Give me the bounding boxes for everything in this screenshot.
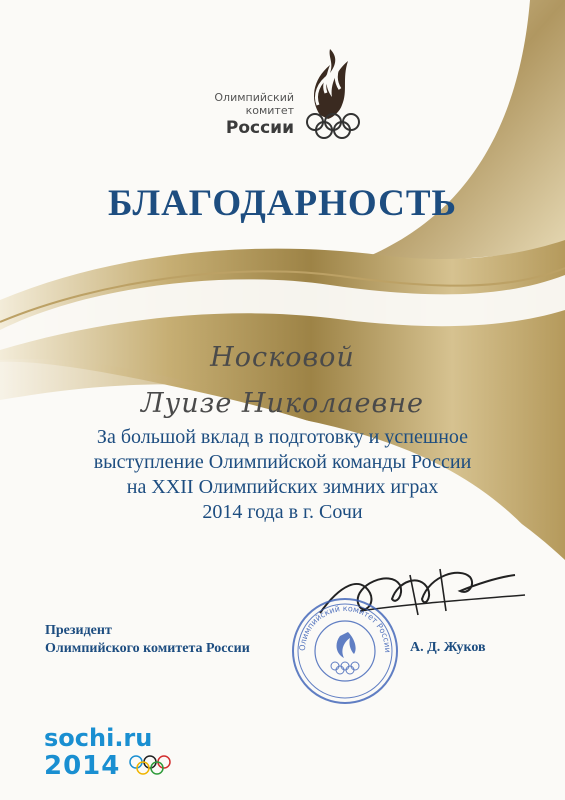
logo-line-3: России	[225, 118, 294, 139]
stamp-text: Олимпийский комитет России	[297, 603, 393, 653]
official-stamp	[290, 596, 400, 706]
citation-line-3: на XXII Олимпийских зимних играх	[126, 476, 439, 498]
sochi-logo-line-2: 2014	[44, 751, 121, 781]
sochi-logo-line-1: sochi.ru	[44, 724, 153, 752]
citation-line-4: 2014 года в г. Сочи	[202, 501, 363, 523]
olympic-committee-logo-text	[198, 92, 294, 139]
signer-position	[45, 622, 250, 658]
signer-position-line-1: Президент	[45, 623, 112, 638]
recipient-surname: Носковой	[210, 342, 355, 373]
signer-name: А. Д. Жуков	[410, 640, 486, 655]
olympic-rings-icon	[305, 112, 361, 140]
sochi-olympic-rings-icon	[130, 756, 170, 774]
logo-line-2: комитет	[245, 103, 294, 117]
citation-text	[0, 425, 565, 525]
recipient-given-name: Луизе Николаевне	[141, 388, 424, 419]
logo-line-1: Олимпийский	[214, 91, 294, 104]
signer-position-line-2: Олимпийского комитета России	[45, 641, 250, 656]
certificate-title: БЛАГОДАРНОСТЬ	[107, 183, 458, 224]
citation-line-1: За большой вклад в подготовку и успешное	[96, 426, 469, 448]
citation-line-2: выступление Олимпийской команды России	[93, 451, 472, 473]
sochi-2014-logo	[44, 722, 184, 782]
